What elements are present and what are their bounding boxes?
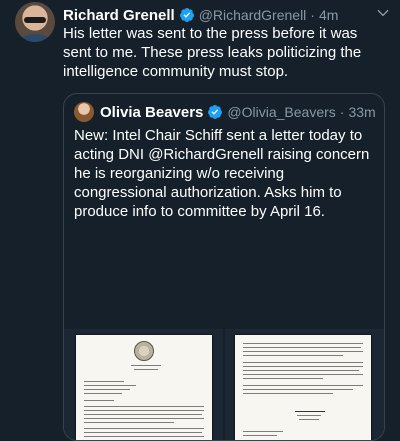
quoted-tweet-text: New: Intel Chair Schiff sent a letter today to acting DNI @RichardGrenell raising concern he is reorganizing w/o receiving congressional authorization. Asks him to produce info to committee by April 16. [74,127,370,220]
text-line [84,414,202,415]
congressional-seal-image [134,341,154,361]
text-line [243,385,363,386]
tweet-header [63,4,338,26]
author-name[interactable]: Richard Grenell [63,6,175,24]
text-line [243,389,353,390]
text-line [84,422,174,423]
text-line [243,431,283,432]
text-line [243,435,277,436]
chevron-down-icon[interactable] [376,6,390,20]
text-line [243,370,359,371]
text-line [131,365,161,366]
quoted-tweet[interactable] [63,93,385,441]
quoted-author-handle: @Olivia_Beavers [227,104,336,120]
text-line [243,362,363,363]
text-line [84,428,204,429]
quoted-tweet-header [100,102,376,122]
text-line [297,415,321,416]
text-line [84,400,114,401]
text-line [84,418,204,419]
text-line [84,432,202,433]
text-line [84,385,136,386]
text-line [243,355,343,356]
separator-dot: · [310,7,315,23]
letter-page [235,335,371,441]
text-line [243,378,323,379]
letter-page [76,335,212,441]
avatar-glasses [24,17,46,23]
letter-page-2-image[interactable] [225,329,384,441]
text-line [84,436,204,437]
text-line [84,410,204,411]
text-line [84,406,204,407]
tweet-text: His letter was sent to the press before it was sent to me. These press leaks politicizing the intelligence community must stop. [63,25,362,80]
quoted-author-name: Olivia Beavers [100,103,204,121]
text-line [243,347,361,348]
signature-image [295,401,325,412]
text-line [84,389,130,390]
text-line [243,351,363,352]
text-line [243,366,363,367]
verified-badge-icon [207,104,223,120]
text-line [243,393,333,394]
text-line [243,374,363,375]
separator-dot: · [339,104,345,120]
quoted-tweet-timestamp: 33m [348,104,376,120]
quoted-media[interactable] [64,329,384,441]
avatar-shirt [19,34,51,42]
quoted-author-avatar[interactable] [74,102,94,122]
verified-badge-icon [179,7,195,23]
author-handle[interactable]: @RichardGrenell [198,7,307,23]
author-avatar[interactable] [15,2,55,42]
text-line [84,381,124,382]
tweet-timestamp[interactable]: 4m [318,7,339,23]
letter-page-1-image[interactable] [64,329,223,441]
text-line [243,343,363,344]
text-line [299,419,319,420]
text-line [84,393,122,394]
text-line [134,369,158,370]
